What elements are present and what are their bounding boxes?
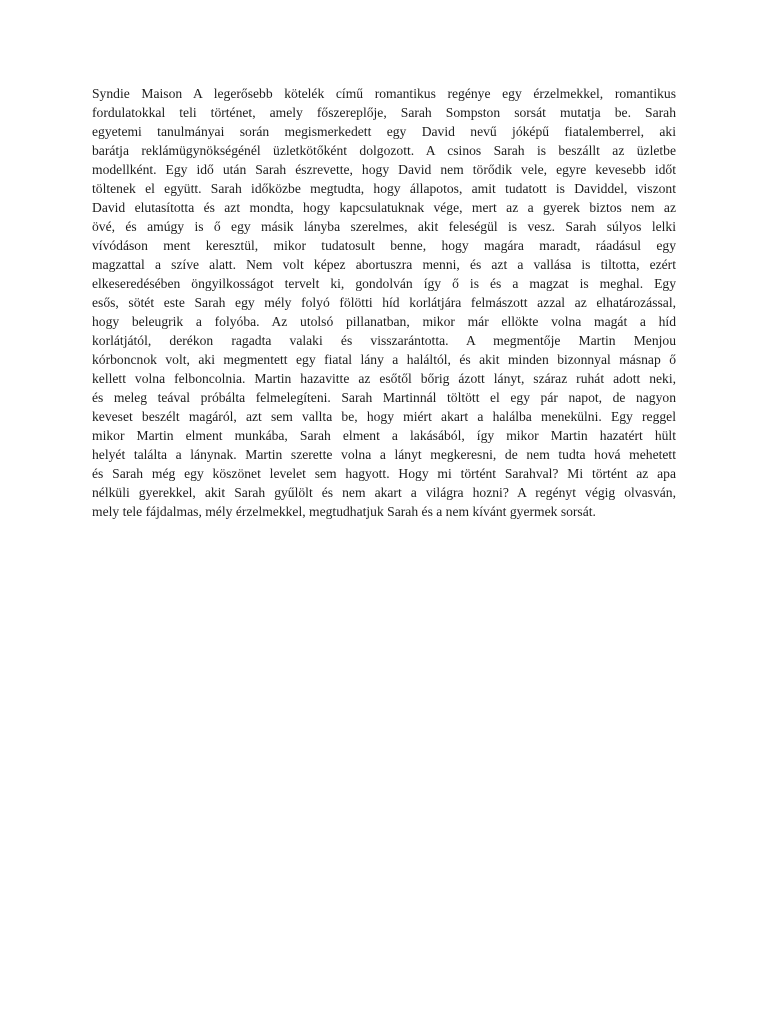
text-line: barátja reklámügynökségénél üzletkötőként dolgozott. A csinos Sarah is beszállt az üzletbe [92, 143, 676, 158]
text-line: fordulatokkal teli történet, amely főszereplője, Sarah Sompston sorsát mutatja be. Sarah [92, 105, 676, 120]
text-line: nélküli gyerekkel, akit Sarah gyűlölt és nem akart a világra hozni? A regényt végig olvasván, [92, 485, 676, 500]
text-line: mikor Martin elment munkába, Sarah elment a lakásából, így mikor Martin hazatért hült [92, 428, 676, 443]
text-line: elkeseredésében öngyilkosságot tervelt ki, gondolván így ő is és a magzat is meghal. Egy [92, 276, 676, 291]
text-line: kellett volna felboncolnia. Martin hazavitte az esőtől bőrig ázott lányt, száraz ruhát adott neki, [92, 371, 676, 386]
text-line: korlátjától, derékon ragadta valaki és visszarántotta. A megmentője Martin Menjou [92, 333, 676, 348]
text-line: és Sarah még egy köszönet levelet sem hagyott. Hogy mi történt Sarahval? Mi történt az apa [92, 466, 676, 481]
text-line: Syndie Maison A legerősebb kötelék című romantikus regénye egy érzelmekkel, romantikus [92, 86, 676, 101]
text-line: és meleg teával próbálta felmelegíteni. Sarah Martinnál töltött el egy pár napot, de nagyon [92, 390, 676, 405]
text-line: modellként. Egy idő után Sarah észrevette, hogy David nem törődik vele, egyre kevesebb időt [92, 162, 676, 177]
text-line: egyetemi tanulmányai során megismerkedett egy David nevű jóképű fiatalemberrel, aki [92, 124, 676, 139]
text-line: keveset beszélt magáról, azt sem vallta be, hogy miért akart a halálba menekülni. Egy reggel [92, 409, 676, 424]
text-line: töltenek el együtt. Sarah időközbe megtudta, hogy állapotos, amit tudatott is Daviddel, viszont [92, 181, 676, 196]
text-line: hogy beleugrik a folyóba. Az utolsó pillanatban, mikor már ellökte volna magát a híd [92, 314, 676, 329]
text-line: esős, sötét este Sarah egy mély folyó fölötti híd korlátjára felmászott azzal az elhatározással, [92, 295, 676, 310]
body-paragraph [92, 84, 676, 521]
text-line: helyét találta a lánynak. Martin szerette volna a lányt megkeresni, de nem tudta hová mehetett [92, 447, 676, 462]
text-line: kórboncnok volt, aki megmentett egy fiatal lány a haláltól, és akit minden bizonnyal másnap ő [92, 352, 676, 367]
text-line: vívódáson ment keresztül, mikor tudatosult benne, hogy magára maradt, ráadásul egy [92, 238, 676, 253]
text-line: David elutasította és azt mondta, hogy kapcsulatuknak vége, mert az a gyerek biztos nem az [92, 200, 676, 215]
text-line: magzattal a szíve alatt. Nem volt képez abortuszra menni, és azt a vallása is tiltotta, ezért [92, 257, 676, 272]
text-line: mely tele fájdalmas, mély érzelmekkel, megtudhatjuk Sarah és a nem kívánt gyermek sorsát. [92, 504, 596, 519]
text-line: övé, és amúgy is ő egy másik lányba szerelmes, akit feleségül is vesz. Sarah súlyos lelki [92, 219, 676, 234]
